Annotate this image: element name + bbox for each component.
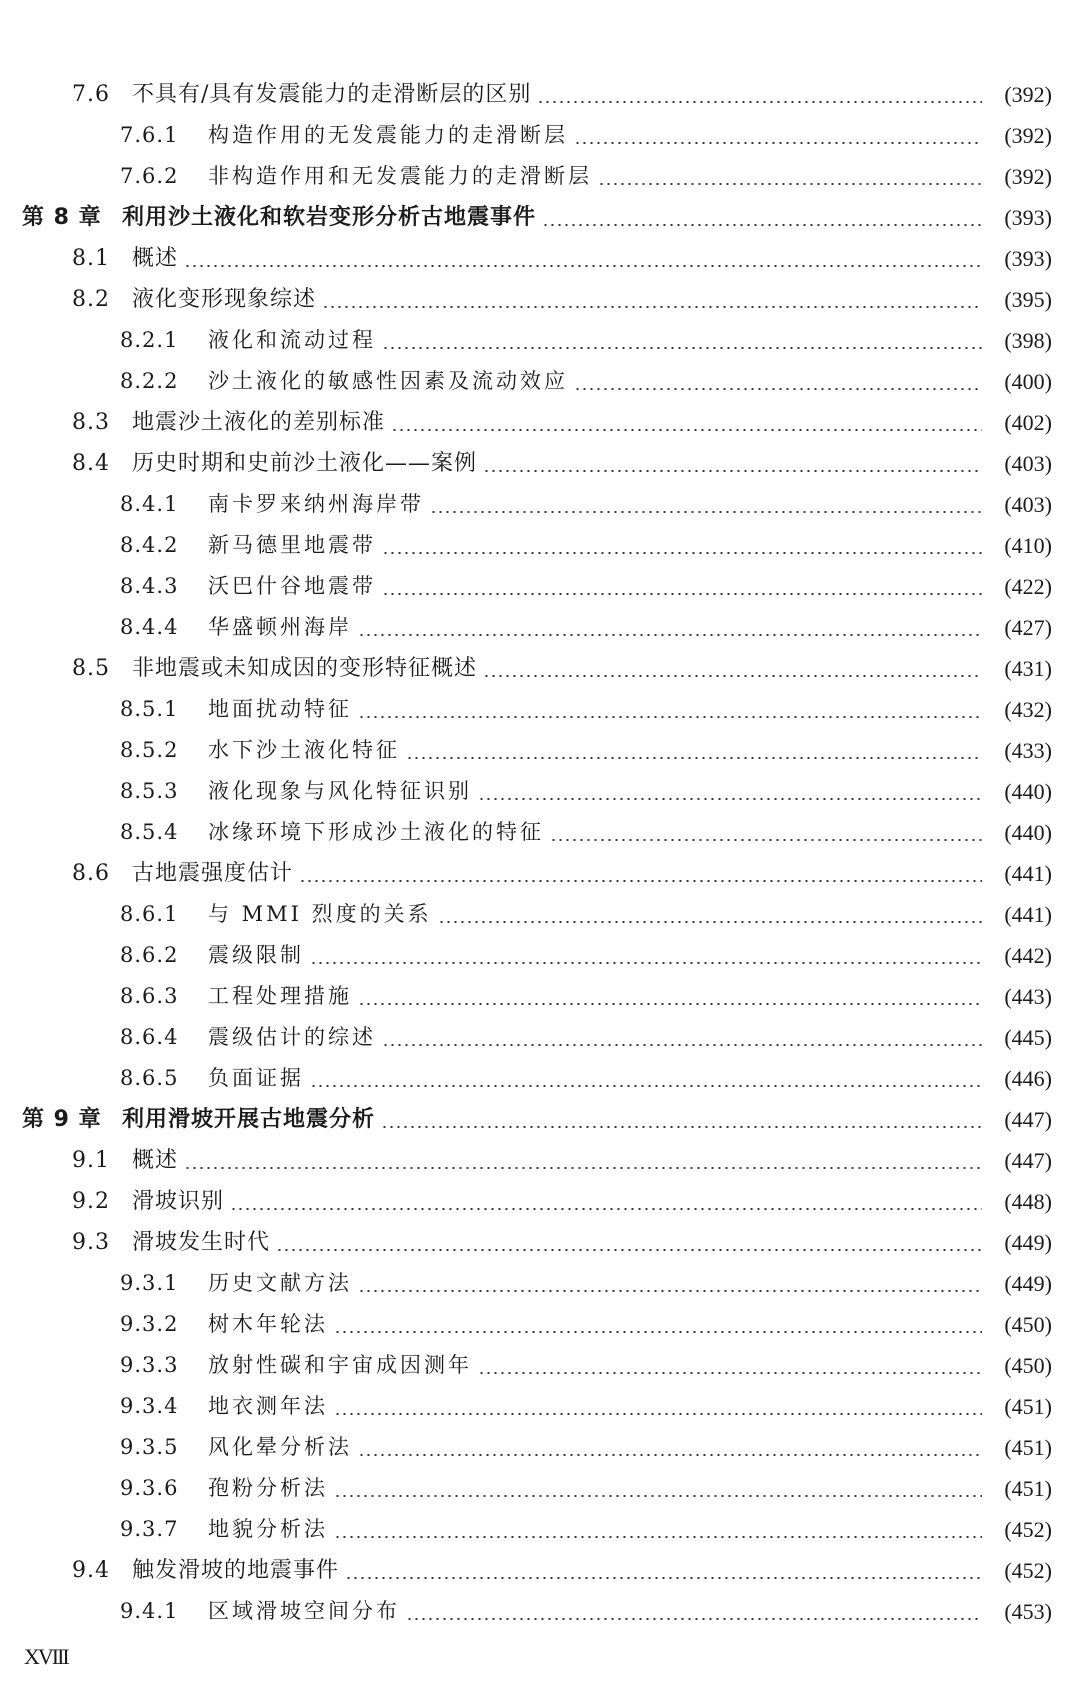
toc-entry-page: (440) [1004, 779, 1052, 804]
toc-entry-number: 8.6 [72, 861, 110, 886]
toc-subsection-row [0, 1058, 1080, 1099]
dot-leader [230, 1208, 982, 1210]
toc-entry-number: 9.3 [72, 1230, 110, 1255]
toc-entry-title: 沙土液化的敏感性因素及流动效应 [208, 369, 568, 393]
dot-leader [322, 306, 982, 308]
toc-entry-number: 8.4.4 [120, 615, 179, 639]
dot-leader [334, 1413, 982, 1415]
toc-entry-title: 地貌分析法 [208, 1517, 328, 1541]
dot-leader [334, 1495, 982, 1497]
toc-entry-title: 南卡罗来纳州海岸带 [208, 492, 424, 516]
toc-entry-page: (447) [1004, 1148, 1052, 1173]
toc-entry-number: 8.2.2 [120, 369, 179, 393]
toc-section-row [0, 1140, 1080, 1181]
toc-entry-title: 历史文献方法 [208, 1271, 352, 1295]
toc-entry-page: (448) [1004, 1189, 1052, 1214]
dot-leader [299, 880, 982, 882]
toc-entry-page: (446) [1004, 1066, 1052, 1091]
toc-entry-page: (451) [1004, 1394, 1052, 1419]
toc-entry-page: (395) [1004, 287, 1052, 312]
toc-entry-number: 9.3.3 [120, 1353, 179, 1377]
toc-subsection-row [0, 812, 1080, 853]
toc-entry-page: (452) [1004, 1558, 1052, 1583]
toc-entry-number: 8.5.1 [120, 697, 179, 721]
toc-section-row [0, 853, 1080, 894]
dot-leader [358, 1003, 982, 1005]
toc-entry-number: 8.6.5 [120, 1066, 179, 1090]
toc-entry-page: (447) [1004, 1107, 1052, 1132]
toc-entry-page: (392) [1004, 82, 1052, 107]
toc-entry-title: 非构造作用和无发震能力的走滑断层 [208, 164, 592, 188]
dot-leader [483, 675, 982, 677]
toc-entry-number: 8.1 [72, 246, 110, 271]
toc-entry-page: (427) [1004, 615, 1052, 640]
toc-subsection-row [0, 935, 1080, 976]
toc-entry-title: 地面扰动特征 [208, 697, 352, 721]
dot-leader [406, 1618, 982, 1620]
dot-leader [430, 511, 982, 513]
dot-leader [391, 429, 982, 431]
toc-entry-number: 9.3.4 [120, 1394, 179, 1418]
toc-subsection-row [0, 361, 1080, 402]
table-of-contents [0, 74, 1080, 1632]
toc-entry-number: 8.6.1 [120, 902, 179, 926]
toc-entry-title: 概述 [132, 1148, 179, 1173]
toc-entry-page: (422) [1004, 574, 1052, 599]
toc-entry-page: (410) [1004, 533, 1052, 558]
toc-chapter-row [0, 1099, 1080, 1140]
dot-leader [382, 552, 982, 554]
toc-entry-title: 地衣测年法 [208, 1394, 328, 1418]
toc-entry-title: 液化现象与风化特征识别 [208, 779, 472, 803]
toc-subsection-row [0, 566, 1080, 607]
toc-chapter-row [0, 197, 1080, 238]
toc-section-row [0, 74, 1080, 115]
dot-leader [334, 1331, 982, 1333]
toc-entry-page: (440) [1004, 820, 1052, 845]
dot-leader [345, 1577, 982, 1579]
toc-subsection-row [0, 894, 1080, 935]
toc-entry-number: 8.5.2 [120, 738, 179, 762]
dot-leader [184, 1167, 982, 1169]
toc-entry-page: (403) [1004, 492, 1052, 517]
toc-entry-page: (403) [1004, 451, 1052, 476]
toc-entry-page: (451) [1004, 1476, 1052, 1501]
toc-entry-page: (398) [1004, 328, 1052, 353]
toc-section-row [0, 1550, 1080, 1591]
dot-leader [358, 634, 982, 636]
toc-entry-page: (450) [1004, 1312, 1052, 1337]
toc-subsection-row [0, 730, 1080, 771]
toc-entry-title: 区域滑坡空间分布 [208, 1599, 400, 1623]
toc-entry-number: 8.6.2 [120, 943, 179, 967]
toc-entry-title: 树木年轮法 [208, 1312, 328, 1336]
dot-leader [478, 1372, 982, 1374]
dot-leader [358, 1290, 982, 1292]
toc-entry-number: 8.6.3 [120, 984, 179, 1008]
toc-entry-title: 滑坡识别 [132, 1189, 225, 1214]
toc-entry-number: 9.3.5 [120, 1435, 179, 1459]
toc-entry-title: 工程处理措施 [208, 984, 352, 1008]
toc-entry-page: (433) [1004, 738, 1052, 763]
toc-subsection-row [0, 1017, 1080, 1058]
toc-subsection-row [0, 1345, 1080, 1386]
dot-leader [478, 798, 982, 800]
toc-entry-title: 利用滑坡开展古地震分析 [122, 1107, 376, 1132]
toc-entry-number: 9.4 [72, 1558, 110, 1583]
toc-entry-page: (400) [1004, 369, 1052, 394]
toc-subsection-row [0, 320, 1080, 361]
toc-entry-number: 7.6.1 [120, 123, 179, 147]
toc-entry-title: 新马德里地震带 [208, 533, 376, 557]
toc-entry-number: 8.2 [72, 287, 110, 312]
toc-entry-title: 触发滑坡的地震事件 [132, 1558, 340, 1583]
toc-entry-page: (450) [1004, 1353, 1052, 1378]
toc-entry-number: 9.3.6 [120, 1476, 179, 1500]
toc-entry-page: (453) [1004, 1599, 1052, 1624]
toc-entry-number: 9.3.2 [120, 1312, 179, 1336]
toc-entry-title: 不具有/具有发震能力的走滑断层的区别 [132, 82, 532, 107]
toc-section-row [0, 238, 1080, 279]
toc-entry-page: (392) [1004, 164, 1052, 189]
toc-entry-title: 利用沙土液化和软岩变形分析古地震事件 [122, 205, 537, 230]
toc-subsection-row [0, 976, 1080, 1017]
dot-leader [406, 757, 982, 759]
dot-leader [537, 101, 982, 103]
toc-entry-page: (402) [1004, 410, 1052, 435]
toc-entry-page: (431) [1004, 656, 1052, 681]
toc-entry-number: 8.3 [72, 410, 110, 435]
toc-entry-page: (452) [1004, 1517, 1052, 1542]
toc-entry-number: 8.5.3 [120, 779, 179, 803]
dot-leader [276, 1249, 982, 1251]
dot-leader [358, 1454, 982, 1456]
toc-subsection-row [0, 115, 1080, 156]
toc-entry-title: 震级估计的综述 [208, 1025, 376, 1049]
toc-entry-page: (449) [1004, 1271, 1052, 1296]
dot-leader [382, 1044, 982, 1046]
toc-entry-number: 7.6 [72, 82, 110, 107]
toc-subsection-row [0, 1591, 1080, 1632]
page-number: XVIII [24, 1644, 68, 1669]
toc-section-row [0, 443, 1080, 484]
toc-entry-number: 第 9 章 [22, 1107, 102, 1132]
toc-subsection-row [0, 484, 1080, 525]
toc-entry-number: 8.6.4 [120, 1025, 179, 1049]
toc-entry-title: 液化和流动过程 [208, 328, 376, 352]
dot-leader [334, 1536, 982, 1538]
toc-entry-title: 水下沙土液化特征 [208, 738, 400, 762]
toc-entry-number: 8.4.3 [120, 574, 179, 598]
toc-entry-title: 冰缘环境下形成沙土液化的特征 [208, 820, 544, 844]
toc-entry-title: 液化变形现象综述 [132, 287, 317, 312]
toc-entry-title: 滑坡发生时代 [132, 1230, 271, 1255]
toc-section-row [0, 1222, 1080, 1263]
dot-leader [310, 962, 982, 964]
toc-subsection-row [0, 771, 1080, 812]
toc-entry-title: 放射性碳和宇宙成因测年 [208, 1353, 472, 1377]
toc-entry-title: 构造作用的无发震能力的走滑断层 [208, 123, 568, 147]
toc-entry-page: (451) [1004, 1435, 1052, 1460]
toc-entry-title: 沃巴什谷地震带 [208, 574, 376, 598]
dot-leader [358, 716, 982, 718]
dot-leader [382, 347, 982, 349]
toc-entry-title: 古地震强度估计 [132, 861, 294, 886]
toc-entry-number: 9.4.1 [120, 1599, 179, 1623]
toc-entry-number: 7.6.2 [120, 164, 179, 188]
toc-entry-page: (393) [1004, 205, 1052, 230]
toc-entry-title: 华盛顿州海岸 [208, 615, 352, 639]
toc-entry-title: 历史时期和史前沙土液化——案例 [132, 451, 478, 476]
toc-section-row [0, 402, 1080, 443]
toc-subsection-row [0, 1468, 1080, 1509]
toc-entry-number: 8.4.1 [120, 492, 179, 516]
dot-leader [381, 1126, 982, 1128]
toc-entry-title: 概述 [132, 246, 179, 271]
toc-entry-title: 风化晕分析法 [208, 1435, 352, 1459]
toc-section-row [0, 279, 1080, 320]
toc-entry-number: 8.5 [72, 656, 110, 681]
toc-section-row [0, 1181, 1080, 1222]
toc-subsection-row [0, 689, 1080, 730]
toc-entry-number: 9.1 [72, 1148, 110, 1173]
toc-entry-number: 9.2 [72, 1189, 110, 1214]
toc-entry-number: 8.4.2 [120, 533, 179, 557]
toc-entry-page: (392) [1004, 123, 1052, 148]
dot-leader [550, 839, 982, 841]
toc-entry-title: 地震沙土液化的差别标准 [132, 410, 386, 435]
toc-entry-number: 9.3.7 [120, 1517, 179, 1541]
toc-entry-page: (443) [1004, 984, 1052, 1009]
toc-entry-title: 非地震或未知成因的变形特征概述 [132, 656, 478, 681]
toc-entry-title: 与 MMI 烈度的关系 [208, 902, 432, 926]
toc-entry-title: 负面证据 [208, 1066, 304, 1090]
toc-entry-page: (449) [1004, 1230, 1052, 1255]
dot-leader [574, 388, 982, 390]
toc-entry-page: (441) [1004, 902, 1052, 927]
toc-subsection-row [0, 525, 1080, 566]
toc-section-row [0, 648, 1080, 689]
dot-leader [542, 224, 982, 226]
toc-entry-page: (432) [1004, 697, 1052, 722]
dot-leader [483, 470, 982, 472]
dot-leader [574, 142, 982, 144]
dot-leader [598, 183, 982, 185]
toc-subsection-row [0, 1386, 1080, 1427]
toc-entry-number: 9.3.1 [120, 1271, 179, 1295]
toc-entry-number: 第 8 章 [22, 205, 102, 230]
toc-subsection-row [0, 1304, 1080, 1345]
toc-entry-page: (445) [1004, 1025, 1052, 1050]
toc-subsection-row [0, 156, 1080, 197]
toc-entry-title: 孢粉分析法 [208, 1476, 328, 1500]
toc-subsection-row [0, 607, 1080, 648]
toc-entry-page: (442) [1004, 943, 1052, 968]
dot-leader [310, 1085, 982, 1087]
toc-entry-number: 8.2.1 [120, 328, 179, 352]
toc-subsection-row [0, 1427, 1080, 1468]
dot-leader [438, 921, 982, 923]
toc-entry-page: (441) [1004, 861, 1052, 886]
dot-leader [184, 265, 982, 267]
toc-entry-number: 8.5.4 [120, 820, 179, 844]
toc-subsection-row [0, 1263, 1080, 1304]
toc-subsection-row [0, 1509, 1080, 1550]
toc-entry-title: 震级限制 [208, 943, 304, 967]
toc-entry-number: 8.4 [72, 451, 110, 476]
dot-leader [382, 593, 982, 595]
toc-entry-page: (393) [1004, 246, 1052, 271]
